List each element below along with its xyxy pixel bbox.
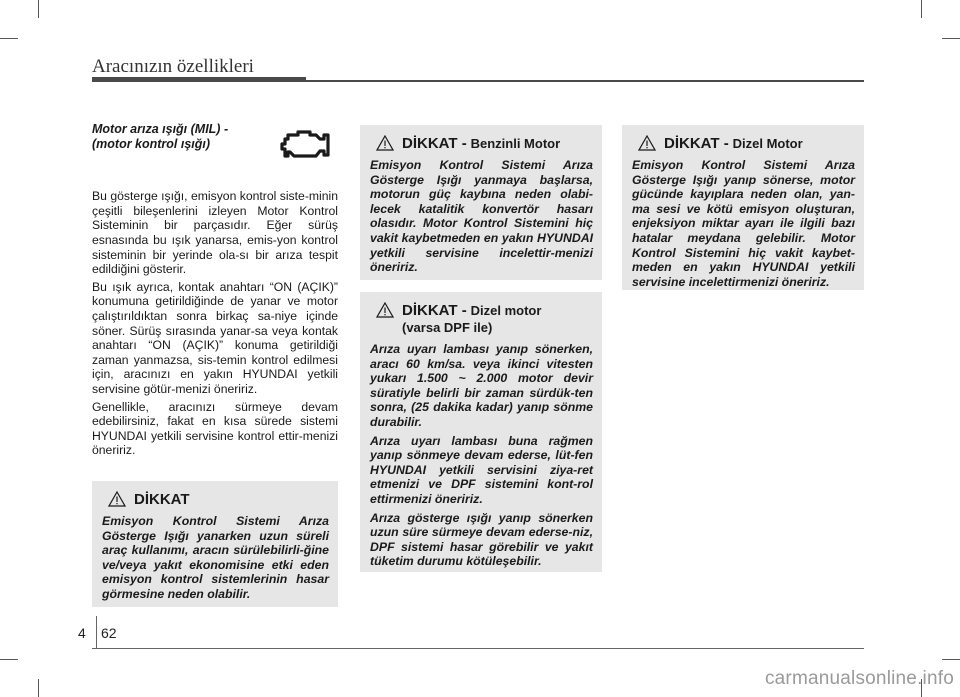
caution-text: Emisyon Kontrol Sistemi Arıza Gösterge Işığı yanarken uzun süreli araç kullanımı, aracın sürülebilirli-ğine ve/veya yakıt ekonomisine etki eden emisyon kontrol sistemlerinin hasar görmesine neden olabilir. [102, 514, 329, 601]
caution-paragraph: Arıza uyarı lambası buna rağmen yanıp sönmeye devam ederse, lüt-fen HYUNDAI yetkili servisini ziya-ret etmenizi ve DPF sistemini kont-rol ettirmenizi öneririz. [370, 433, 593, 506]
caution-title: DİKKAT - [664, 135, 729, 152]
crop-mark [0, 38, 18, 39]
caution-title: DİKKAT - [402, 302, 467, 319]
crop-mark [942, 659, 960, 660]
warning-triangle-icon [108, 491, 126, 507]
header-rule-thin [306, 80, 864, 82]
caution-title: DİKKAT [134, 491, 190, 508]
warning-triangle-icon [376, 135, 394, 151]
mil-paragraph: Genellikle, aracınızı sürmeye devam edebilirsiniz, fakat en kısa sürede sistemi HYUNDAI yetkili servisine kontrol ettir-menizi öneririz. [92, 399, 338, 458]
footer-rule [92, 648, 864, 649]
page-number: 62 [101, 625, 117, 641]
crop-mark [942, 38, 960, 39]
crop-mark [921, 0, 922, 18]
warning-triangle-icon [638, 135, 656, 151]
caution-title: DİKKAT - [402, 135, 467, 152]
mil-paragraph: Bu ışık ayrıca, kontak anahtarı “ON (AÇIK)” konumuna getirildiğinde de yanar ve motor çalıştırıldıktan sonra birkaç sa-niye içinde söner. Sürüş sırasında yanar-sa veya kontak anahtarı “ON (AÇIK)” konuma getirildiği zaman yanmazsa, sis-temin kontrol edilmesi için, aracınızı en yakın HYUNDAI yetkili servisine götür-menizi öneririz. [92, 279, 338, 396]
caution-heading [370, 135, 593, 152]
caution-paragraph: Arıza uyarı lambası yanıp sönerken, aracı 60 km/sa. veya ikinci vitesten yukarı 1.500 ~ 2.000 motor devir süratiyle belirli bir zaman sürdük-ten sonra, (25 dakika kadar) yanıp sönme durabilir. [370, 342, 593, 429]
caution-heading [632, 135, 855, 152]
mil-section [92, 122, 338, 461]
header-rule-thick [92, 77, 306, 82]
caution-box-diesel-dpf [360, 292, 602, 572]
caution-heading [102, 491, 329, 508]
mil-body [92, 189, 338, 458]
chapter-number: 4 [78, 625, 86, 641]
caution-subtitle: Benzinli Motor [470, 136, 561, 151]
crop-mark [38, 0, 39, 18]
caution-text: Emisyon Kontrol Sistemi Arıza Gösterge Işığı yanıp sönerse, motor gücünde kayıplara neden olan, yan-ma sesi ve kötü emisyon oluşturan, enjeksiyon miktar ayarı ile ilgili bazı hatalar meydana gelebilir. Motor Kontrol Sistemini hiç vakit kaybet-meden en yakın HYUNDAI yetkili servisine incelettirmenizi öneririz. [632, 158, 855, 289]
caution-heading [370, 302, 593, 336]
caution-subtitle-2: (varsa DPF ile) [402, 320, 493, 335]
crop-mark [38, 679, 39, 697]
check-engine-icon [277, 124, 331, 166]
caution-box-diesel [622, 125, 864, 290]
caution-paragraph: Arıza gösterge ışığı yanıp sönerken uzun süre sürmeye devam ederse-niz, DPF sistemi hasar görebilir ve yakıt tüketim durumu kötüleşebilir. [370, 510, 593, 569]
mil-title: Motor arıza ışığı (MIL) - (motor kontrol ışığı) [92, 122, 229, 151]
caution-subtitle: Dizel Motor [732, 136, 803, 151]
warning-triangle-icon [376, 302, 394, 318]
mil-paragraph: Bu gösterge ışığı, emisyon kontrol siste-minin çeşitli bileşenlerini izleyen Motor Kontrol Sisteminin bir parçasıdır. Eğer sürüş esnasında bu ışık yanarsa, emis-yon kontrol sisteminin bir yerinde ola-sı bir arıza tespit edildiğini gösterir. [92, 189, 338, 277]
caution-box-gasoline [360, 125, 602, 280]
watermark: carmanualsonline.info [764, 668, 954, 689]
footer-divider [96, 616, 97, 648]
section-title: Aracınızın özellikleri [92, 56, 254, 77]
caution-text: Emisyon Kontrol Sistemi Arıza Gösterge Işığı yanmaya başlarsa, motorun güç kaybına neden olabi-lecek katalitik konvertör hasarı olasıdır. Motor Kontrol Sistemini hiç vakit kaybetmeden en yakın HYUNDAI yetkili servisine incelettir-menizi öneririz. [370, 158, 593, 275]
crop-mark [0, 659, 18, 660]
caution-box-general [92, 481, 338, 607]
caution-subtitle: Dizel motor [470, 303, 542, 318]
caution-text [370, 342, 593, 569]
